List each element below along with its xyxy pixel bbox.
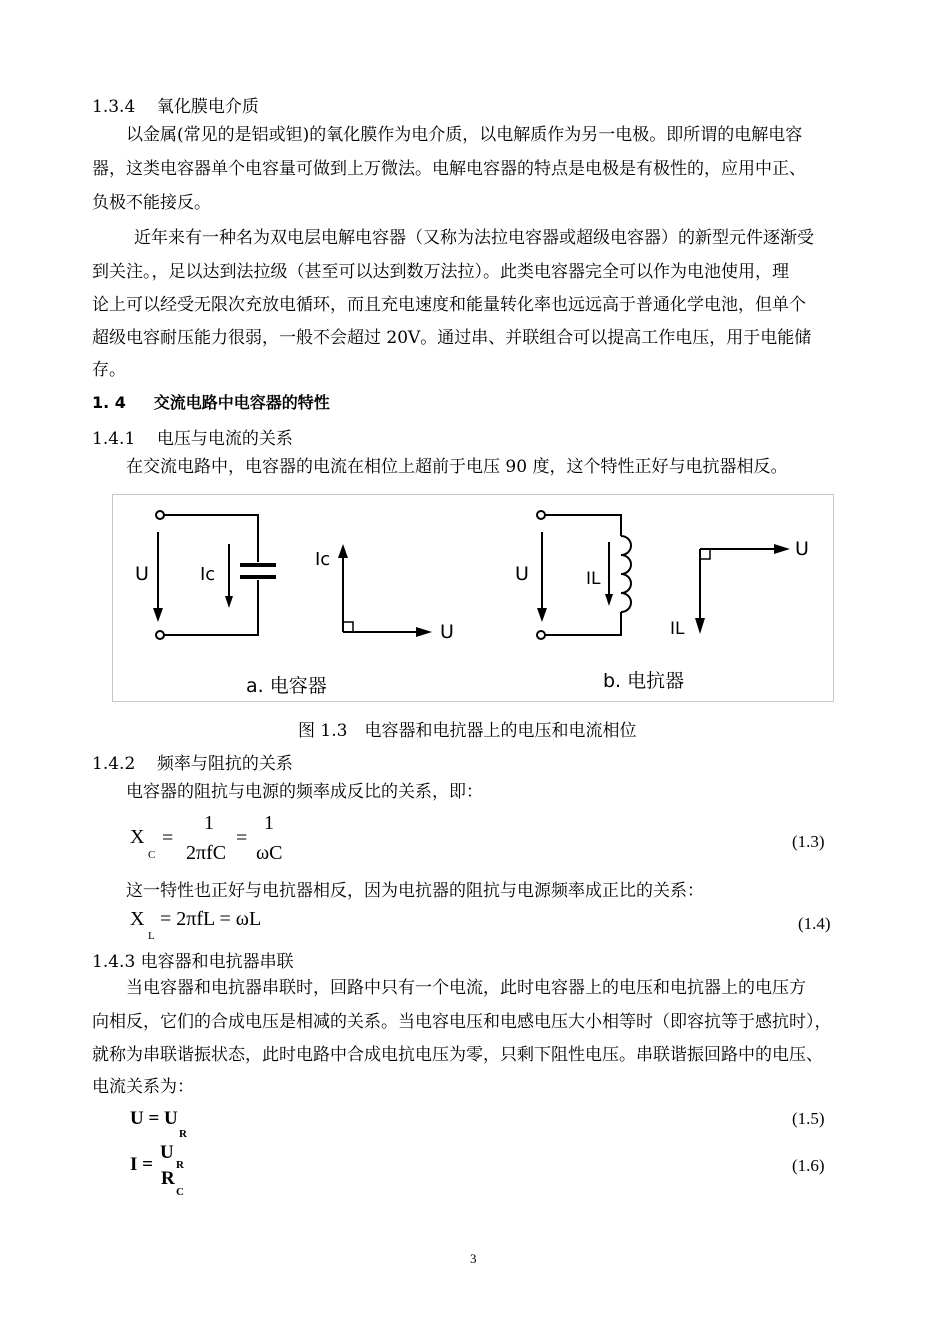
paragraph-line: 在交流电路中，电容器的电流在相位上超前于电压 90 度，这个特性正好与电抗器相反。	[126, 457, 788, 477]
paragraph-line: 负极不能接反。	[92, 193, 211, 213]
paragraph-line: 向相反，它们的合成电压是相减的关系。当电容电压和电感电压大小相等时（即容抗等于感抗时），	[92, 1012, 832, 1032]
section-heading-1-4-2	[92, 749, 293, 774]
terminal-bottom-icon	[537, 631, 545, 639]
eq-equals: =	[236, 827, 248, 849]
equation-number: (1.3)	[792, 832, 825, 851]
eq-lhs-subscript: L	[148, 930, 155, 942]
equation-number: (1.5)	[792, 1109, 825, 1128]
eq-rhs: = 2πfL = ωL	[160, 908, 262, 930]
label-ic: Ic	[200, 564, 216, 585]
paragraph-line: 器，这类电容器单个电容量可做到上万微法。电解电容器的特点是电极是有极性的，应用中正、	[92, 159, 806, 179]
label-il: IL	[586, 569, 601, 589]
eq-equals: =	[162, 827, 174, 849]
eq-numerator-1: 1	[204, 812, 214, 834]
eq-denominator: R	[161, 1168, 175, 1189]
eq-lhs: I =	[130, 1154, 153, 1175]
eq-lhs: X	[130, 908, 145, 930]
label-u: U	[515, 563, 529, 585]
section-title: 氧化膜电介质	[156, 97, 259, 117]
eq-denominator-1: 2πfC	[186, 842, 227, 864]
equation-1-4	[130, 906, 830, 942]
section-number: 1. 4	[92, 393, 126, 412]
figure-caption: 图 1.3 电容器和电抗器上的电压和电流相位	[298, 721, 637, 741]
paragraph-line: 近年来有一种名为双电层电解电容器（又称为法拉电容器或超级电容器）的新型元件逐渐受	[134, 228, 814, 248]
eq-lhs: U = U	[130, 1108, 178, 1129]
paragraph-line: 这一特性也正好与电抗器相反，因为电抗器的阻抗与电源频率成正比的关系：	[126, 881, 704, 901]
equation-number: (1.4)	[798, 914, 831, 933]
paragraph-line: 超级电容耐压能力很弱，一般不会超过 20V。通过串、并联组合可以提高工作电压，用于电能储	[92, 328, 812, 348]
section-number: 1.4.1	[92, 429, 136, 449]
eq-lhs: X	[130, 826, 145, 848]
phasor-label-u: U	[440, 621, 454, 643]
eq-numerator-2: 1	[264, 812, 274, 834]
paragraph-line: 电流关系为：	[92, 1077, 194, 1097]
paragraph-line: 就称为串联谐振状态，此时电路中合成电抗电压为零，只剩下阻性电压。串联谐振回路中的电压、	[92, 1045, 823, 1065]
section-number: 1.4.2	[92, 754, 136, 774]
equation-1-3	[130, 812, 830, 872]
eq-numerator-subscript: R	[176, 1159, 184, 1171]
paragraph-line: 当电容器和电抗器串联时，回路中只有一个电流，此时电容器上的电压和电抗器上的电压方	[126, 978, 806, 998]
terminal-top-icon	[156, 511, 164, 519]
section-number: 1.3.4	[92, 97, 136, 117]
caption-a: a. 电容器	[246, 675, 327, 697]
phasor-label-u: U	[795, 538, 809, 560]
eq-numerator: U	[160, 1142, 174, 1163]
paragraph-line: 电容器的阻抗与电源的频率成反比的关系，即：	[126, 782, 483, 802]
paragraph-line: 以金属(常见的是铝或钽)的氧化膜作为电介质，以电解质作为另一电极。即所谓的电解电容	[126, 125, 803, 145]
page-number: 3	[470, 1251, 477, 1266]
equation-1-6	[130, 1142, 830, 1202]
eq-lhs-subscript: C	[148, 849, 156, 861]
phasor-label-il: IL	[670, 619, 685, 639]
figure-phase-diagram	[112, 494, 834, 702]
terminal-top-icon	[537, 511, 545, 519]
label-u: U	[135, 563, 149, 585]
caption-b: b. 电抗器	[603, 670, 685, 692]
phasor-label-ic: Ic	[315, 549, 331, 570]
equation-1-5	[130, 1108, 830, 1142]
section-title: 电压与电流的关系	[156, 429, 293, 449]
paragraph-line: 论上可以经受无限次充放电循环，而且充电速度和能量转化率也远远高于普通化学电池，但单个	[92, 295, 806, 315]
section-heading-1-4-3: 1.4.3 电容器和电抗器串联	[92, 952, 294, 972]
section-title: 频率与阻抗的关系	[156, 754, 293, 774]
figure-border	[113, 495, 834, 702]
eq-denominator-2: ωC	[256, 842, 283, 864]
terminal-bottom-icon	[156, 631, 164, 639]
paragraph-line: 到关注。，足以达到法拉级（甚至可以达到数万法拉）。此类电容器完全可以作为电池使用，理	[92, 262, 789, 282]
section-title: 交流电路中电容器的特性	[153, 393, 330, 412]
eq-subscript: R	[179, 1128, 187, 1140]
paragraph-line: 存。	[92, 360, 126, 380]
section-heading-1-3-4	[92, 92, 259, 117]
eq-denominator-subscript: C	[176, 1186, 184, 1198]
section-heading-1-4-1	[92, 424, 293, 449]
equation-number: (1.6)	[792, 1156, 825, 1175]
section-heading-1-4	[92, 390, 330, 413]
